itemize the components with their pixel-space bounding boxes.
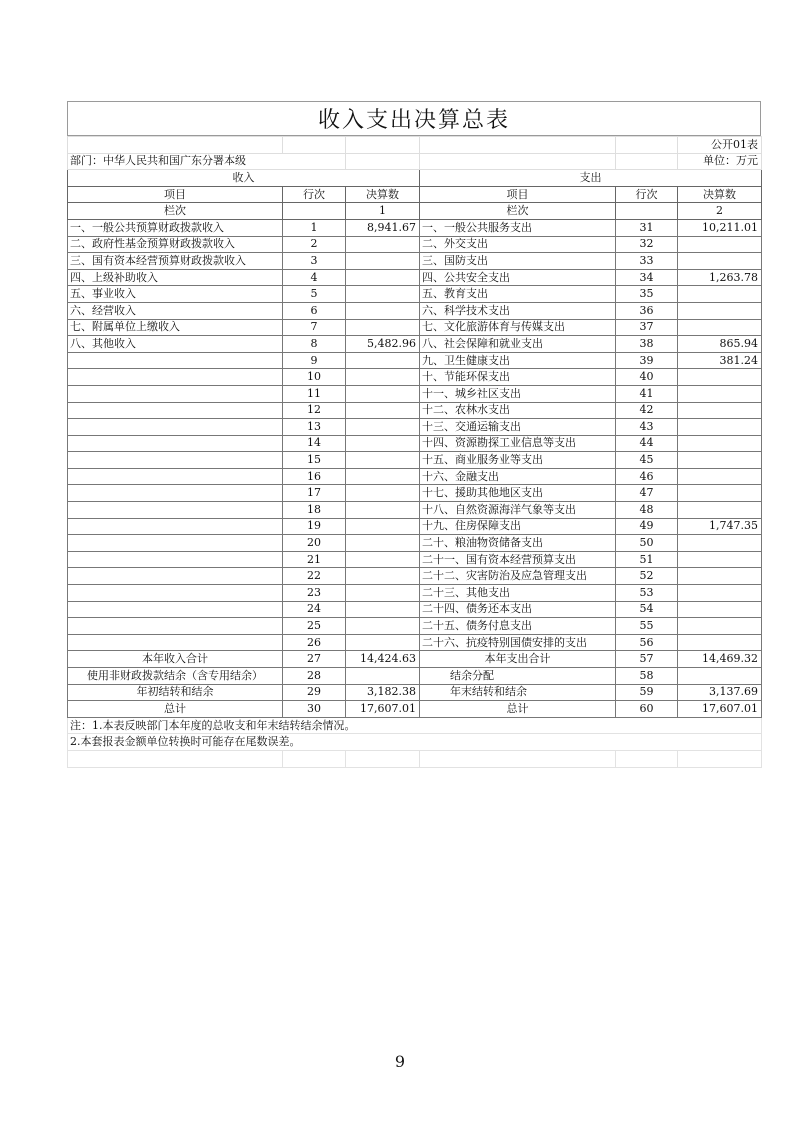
income-amount	[346, 518, 420, 535]
income-item: 本年收入合计	[68, 651, 283, 668]
expense-row-no: 59	[616, 684, 678, 701]
income-item: 二、政府性基金预算财政拨款收入	[68, 236, 283, 253]
table-row	[68, 701, 762, 718]
expense-amount	[678, 419, 762, 436]
table-row	[68, 435, 762, 452]
income-row-no: 13	[283, 419, 346, 436]
income-item	[68, 452, 283, 469]
income-amount	[346, 618, 420, 635]
expense-amount	[678, 319, 762, 336]
section-header-row	[68, 170, 762, 187]
income-amount: 5,482.96	[346, 336, 420, 353]
expense-item: 十一、城乡社区支出	[420, 385, 616, 402]
expense-row-no: 58	[616, 668, 678, 685]
note-2: 2.本套报表金额单位转换时可能存在尾数误差。	[68, 734, 762, 751]
income-item: 六、经营收入	[68, 302, 283, 319]
income-amount: 17,607.01	[346, 701, 420, 718]
expense-row-no: 60	[616, 701, 678, 718]
income-item: 一、一般公共预算财政拨款收入	[68, 219, 283, 236]
expense-item: 二、外交支出	[420, 236, 616, 253]
expense-section-header: 支出	[420, 170, 762, 187]
expense-item: 二十五、债务付息支出	[420, 618, 616, 635]
income-item: 三、国有资本经营预算财政拨款收入	[68, 253, 283, 270]
expense-item: 五、教育支出	[420, 286, 616, 303]
expense-row-no: 54	[616, 601, 678, 618]
income-item	[68, 485, 283, 502]
income-item	[68, 634, 283, 651]
income-row-no: 15	[283, 452, 346, 469]
expense-amount: 1,747.35	[678, 518, 762, 535]
expense-amount	[678, 452, 762, 469]
expense-row-no: 45	[616, 452, 678, 469]
income-item: 使用非财政拨款结余（含专用结余）	[68, 668, 283, 685]
income-amount	[346, 319, 420, 336]
income-item: 八、其他收入	[68, 336, 283, 353]
income-row-no: 20	[283, 535, 346, 552]
note-row	[68, 717, 762, 734]
expense-item: 二十四、债务还本支出	[420, 601, 616, 618]
expense-item: 二十六、抗疫特别国债安排的支出	[420, 634, 616, 651]
expense-item: 四、公共安全支出	[420, 269, 616, 286]
income-row-no: 11	[283, 385, 346, 402]
income-row-no: 30	[283, 701, 346, 718]
expense-amount	[678, 236, 762, 253]
income-item	[68, 502, 283, 519]
expense-amount	[678, 535, 762, 552]
income-item	[68, 419, 283, 436]
expense-item: 一、一般公共服务支出	[420, 219, 616, 236]
income-amount	[346, 601, 420, 618]
income-row-no: 17	[283, 485, 346, 502]
income-row-no: 9	[283, 352, 346, 369]
income-row-no: 18	[283, 502, 346, 519]
column-number-row	[68, 203, 762, 220]
expense-amount	[678, 568, 762, 585]
expense-row-no: 33	[616, 253, 678, 270]
table-row	[68, 601, 762, 618]
income-row-no: 26	[283, 634, 346, 651]
expense-item: 十七、援助其他地区支出	[420, 485, 616, 502]
expense-row-no: 31	[616, 219, 678, 236]
expense-item: 十五、商业服务业等支出	[420, 452, 616, 469]
expense-row-no-header: 行次	[616, 186, 678, 203]
income-row-no: 4	[283, 269, 346, 286]
income-column-number: 1	[346, 203, 420, 220]
income-row-no: 6	[283, 302, 346, 319]
income-row-no: 25	[283, 618, 346, 635]
expense-row-no: 49	[616, 518, 678, 535]
expense-item: 本年支出合计	[420, 651, 616, 668]
table-row	[68, 319, 762, 336]
income-amount	[346, 286, 420, 303]
income-row-no: 23	[283, 585, 346, 602]
income-amount	[346, 502, 420, 519]
income-amount	[346, 352, 420, 369]
income-amount	[346, 668, 420, 685]
expense-amount	[678, 585, 762, 602]
expense-amount: 14,469.32	[678, 651, 762, 668]
table-row	[68, 452, 762, 469]
income-item: 七、附属单位上缴收入	[68, 319, 283, 336]
expense-row-no: 41	[616, 385, 678, 402]
column-header-row	[68, 186, 762, 203]
table-row	[68, 352, 762, 369]
income-amount	[346, 551, 420, 568]
income-amount: 3,182.38	[346, 684, 420, 701]
income-amount: 14,424.63	[346, 651, 420, 668]
table-row	[68, 651, 762, 668]
expense-amount: 3,137.69	[678, 684, 762, 701]
expense-item: 八、社会保障和就业支出	[420, 336, 616, 353]
expense-row-no: 52	[616, 568, 678, 585]
department-label: 部门：中华人民共和国广东分署本级	[68, 153, 346, 170]
income-row-no: 19	[283, 518, 346, 535]
income-row-no: 3	[283, 253, 346, 270]
expense-row-no: 46	[616, 468, 678, 485]
expense-amount: 17,607.01	[678, 701, 762, 718]
expense-item: 二十二、灾害防治及应急管理支出	[420, 568, 616, 585]
expense-amount	[678, 468, 762, 485]
expense-row-no: 42	[616, 402, 678, 419]
table-row	[68, 402, 762, 419]
income-amount	[346, 435, 420, 452]
income-row-no: 10	[283, 369, 346, 386]
income-amount	[346, 452, 420, 469]
expense-item: 年末结转和结余	[420, 684, 616, 701]
expense-amount	[678, 485, 762, 502]
income-amount	[346, 236, 420, 253]
income-item	[68, 402, 283, 419]
table-row	[68, 485, 762, 502]
table-row	[68, 502, 762, 519]
expense-item: 十四、资源勘探工业信息等支出	[420, 435, 616, 452]
income-row-no: 29	[283, 684, 346, 701]
expense-row-no: 39	[616, 352, 678, 369]
expense-row-no: 56	[616, 634, 678, 651]
income-amount	[346, 419, 420, 436]
expense-item: 三、国防支出	[420, 253, 616, 270]
table-row	[68, 468, 762, 485]
expense-amount	[678, 551, 762, 568]
income-amount	[346, 369, 420, 386]
table-row	[68, 269, 762, 286]
income-item	[68, 352, 283, 369]
expense-amount: 381.24	[678, 352, 762, 369]
expense-item: 十二、农林水支出	[420, 402, 616, 419]
table-title: 收入支出决算总表	[67, 101, 761, 136]
unit-label: 单位：万元	[678, 153, 762, 170]
expense-row-no: 37	[616, 319, 678, 336]
expense-item: 二十、粮油物资储备支出	[420, 535, 616, 552]
table-row	[68, 219, 762, 236]
expense-amount	[678, 618, 762, 635]
table-row	[68, 551, 762, 568]
income-row-no: 27	[283, 651, 346, 668]
expense-item: 十八、自然资源海洋气象等支出	[420, 502, 616, 519]
page-number: 9	[394, 1052, 406, 1071]
income-row-no: 14	[283, 435, 346, 452]
expense-item: 十六、金融支出	[420, 468, 616, 485]
income-item	[68, 551, 283, 568]
blank-row	[68, 750, 762, 767]
expense-amount	[678, 253, 762, 270]
statement-sheet	[67, 101, 761, 768]
income-amount	[346, 585, 420, 602]
table-row	[68, 684, 762, 701]
table-row	[68, 369, 762, 386]
income-row-no: 7	[283, 319, 346, 336]
expense-row-no: 48	[616, 502, 678, 519]
income-row-no: 5	[283, 286, 346, 303]
income-item: 年初结转和结余	[68, 684, 283, 701]
expense-amount	[678, 286, 762, 303]
form-code: 公开01表	[678, 137, 762, 154]
income-amount	[346, 485, 420, 502]
table-row	[68, 236, 762, 253]
income-row-no: 24	[283, 601, 346, 618]
income-row-no: 28	[283, 668, 346, 685]
table-row	[68, 618, 762, 635]
expense-amount	[678, 668, 762, 685]
expense-item: 六、科学技术支出	[420, 302, 616, 319]
income-row-no: 22	[283, 568, 346, 585]
expense-row-no: 32	[616, 236, 678, 253]
expense-row-no: 36	[616, 302, 678, 319]
expense-item: 十、节能环保支出	[420, 369, 616, 386]
income-row-no-header: 行次	[283, 186, 346, 203]
income-item: 总计	[68, 701, 283, 718]
expense-amount	[678, 385, 762, 402]
income-amount	[346, 535, 420, 552]
income-item: 四、上级补助收入	[68, 269, 283, 286]
income-item-header: 项目	[68, 186, 283, 203]
table-row	[68, 336, 762, 353]
income-item	[68, 435, 283, 452]
expense-row-no: 57	[616, 651, 678, 668]
table-row	[68, 585, 762, 602]
expense-item: 十九、住房保障支出	[420, 518, 616, 535]
table-row	[68, 518, 762, 535]
note-row	[68, 734, 762, 751]
income-item	[68, 585, 283, 602]
expense-row-no: 50	[616, 535, 678, 552]
income-amount: 8,941.67	[346, 219, 420, 236]
expense-item-header: 项目	[420, 186, 616, 203]
expense-row-no: 43	[616, 419, 678, 436]
expense-amount	[678, 369, 762, 386]
income-column-label: 栏次	[68, 203, 283, 220]
expense-item: 七、文化旅游体育与传媒支出	[420, 319, 616, 336]
expense-item: 二十一、国有资本经营预算支出	[420, 551, 616, 568]
form-code-row	[68, 137, 762, 154]
note-1: 注：1.本表反映部门本年度的总收支和年末结转结余情况。	[68, 717, 762, 734]
data-rows	[68, 219, 762, 717]
expense-item: 十三、交通运输支出	[420, 419, 616, 436]
income-item	[68, 618, 283, 635]
income-amount	[346, 402, 420, 419]
income-amount	[346, 253, 420, 270]
income-row-no: 21	[283, 551, 346, 568]
income-item	[68, 385, 283, 402]
income-row-no: 8	[283, 336, 346, 353]
income-item	[68, 468, 283, 485]
income-amount	[346, 269, 420, 286]
expense-amount	[678, 502, 762, 519]
expense-amount	[678, 634, 762, 651]
income-item: 五、事业收入	[68, 286, 283, 303]
income-item	[68, 518, 283, 535]
expense-amount: 865.94	[678, 336, 762, 353]
expense-row-no: 40	[616, 369, 678, 386]
table-row	[68, 419, 762, 436]
income-item	[68, 601, 283, 618]
expense-item: 九、卫生健康支出	[420, 352, 616, 369]
income-amount	[346, 385, 420, 402]
expense-row-no: 38	[616, 336, 678, 353]
income-amount-header: 决算数	[346, 186, 420, 203]
income-row-no: 2	[283, 236, 346, 253]
expense-amount: 1,263.78	[678, 269, 762, 286]
department-row	[68, 153, 762, 170]
table-row	[68, 634, 762, 651]
expense-amount: 10,211.01	[678, 219, 762, 236]
expense-row-no: 34	[616, 269, 678, 286]
table-row	[68, 385, 762, 402]
table-row	[68, 668, 762, 685]
table-row	[68, 286, 762, 303]
expense-item: 结余分配	[420, 668, 616, 685]
table-row	[68, 253, 762, 270]
expense-row-no: 51	[616, 551, 678, 568]
income-section-header: 收入	[68, 170, 420, 187]
table-row	[68, 302, 762, 319]
income-amount	[346, 568, 420, 585]
income-amount	[346, 302, 420, 319]
expense-row-no: 53	[616, 585, 678, 602]
income-item	[68, 535, 283, 552]
income-item	[68, 369, 283, 386]
expense-column-label: 栏次	[420, 203, 616, 220]
income-amount	[346, 634, 420, 651]
income-row-no: 12	[283, 402, 346, 419]
expense-item: 总计	[420, 701, 616, 718]
income-amount	[346, 468, 420, 485]
table-row	[68, 535, 762, 552]
expense-amount	[678, 601, 762, 618]
income-item	[68, 568, 283, 585]
expense-row-no: 44	[616, 435, 678, 452]
expense-amount	[678, 435, 762, 452]
expense-row-no: 47	[616, 485, 678, 502]
expense-amount	[678, 402, 762, 419]
income-row-no: 16	[283, 468, 346, 485]
expense-row-no: 35	[616, 286, 678, 303]
expense-column-number: 2	[678, 203, 762, 220]
expense-item: 二十三、其他支出	[420, 585, 616, 602]
expense-row-no: 55	[616, 618, 678, 635]
statement-table	[67, 136, 762, 768]
expense-amount-header: 决算数	[678, 186, 762, 203]
income-row-no: 1	[283, 219, 346, 236]
expense-amount	[678, 302, 762, 319]
table-row	[68, 568, 762, 585]
